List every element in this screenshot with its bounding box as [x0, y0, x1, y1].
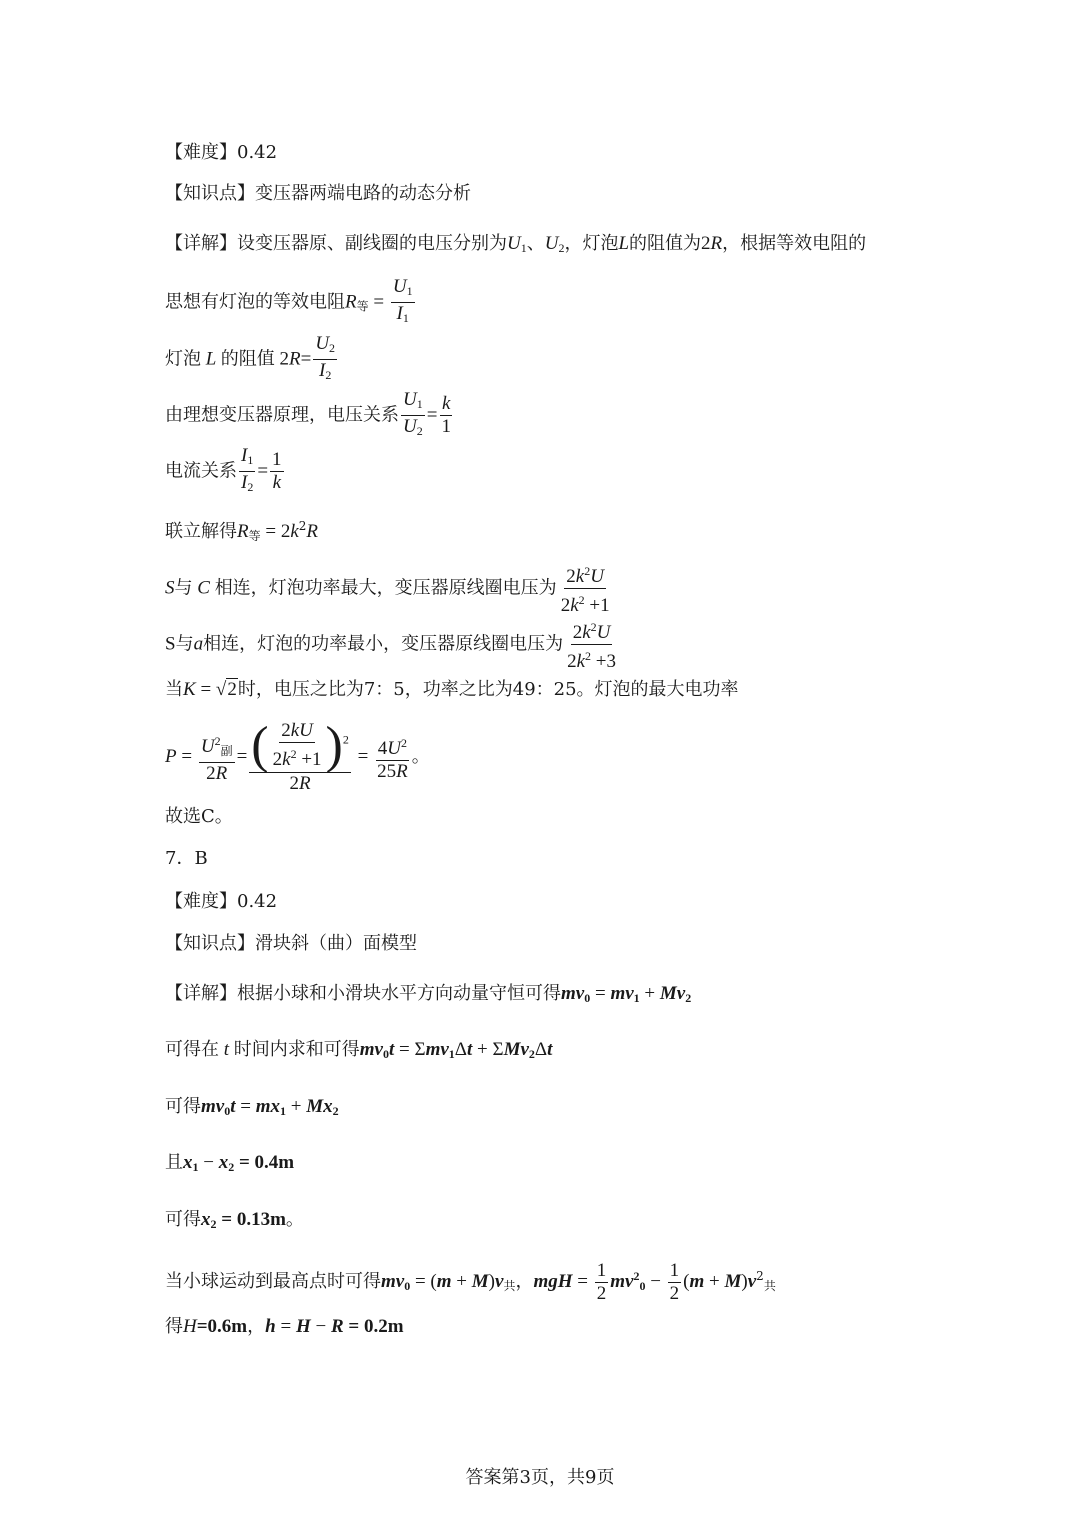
q6-detail-line-2: 思想有灯泡的等效电阻$R_等$ = $\frac{U_1}{I_1}$ — [165, 276, 413, 325]
q7-detail-line-4: 且$x_1 - x_2 = 0.4m$ — [165, 1152, 295, 1174]
q6-detail-line-6: 联立解得$R_等 = 2k^2R$ — [165, 519, 319, 543]
q7-difficulty: 【难度】0.42 — [165, 891, 278, 912]
q6-knowledge-point: 【知识点】变压器两端电路的动态分析 — [165, 183, 471, 204]
q7-detail-line-6: 当小球运动到最高点时可得$mv_0 = (m + M)v_共$，mgH = $\frac{1}{2}$ $mv^2_0$ − $\frac{1}{2}$ $(m + M)v^2_共$ — [165, 1259, 776, 1304]
q6-detail-line-8: S与a相连，灯泡的功率最小，变压器原线圈电压为 $\frac{2k^2U}{2k^2 +3}$ — [165, 616, 620, 673]
q6-difficulty: 【难度】0.42 — [165, 142, 278, 163]
q6-detail-line-5: 电流关系 $\frac{I_1}{I_2}$ = $\frac{1}{k}$ — [165, 445, 282, 494]
q6-detail-line-1: 【详解】设变压器原、副线圈的电压分别为$U_1$、$U_2$，灯泡L的阻值为2R，根据等效电阻的 — [165, 233, 867, 255]
q6-detail-line-4: 由理想变压器原理，电压关系 $\frac{U_1}{U_2}$ = $\frac{k}{1}$ — [165, 389, 451, 438]
q7-detail-line-7: 得H=0.6m，h = H − R = 0.2m — [165, 1316, 404, 1337]
q7-detail-line-2: 可得在 t 时间内求和可得$mv_0t = \Sigma mv_1\Delta t + \Sigma Mv_2\Delta t$ — [165, 1039, 553, 1061]
q6-detail-line-7: S与 C 相连，灯泡功率最大，变压器原线圈电压为 $\frac{2k^2U}{2k^2 +1}$ — [165, 560, 614, 617]
page-footer: 答案第3页，共9页 — [465, 1467, 615, 1488]
q7-detail-line-3: 可得$mv_0t = mx_1 + Mx_2$ — [165, 1096, 339, 1118]
q6-detail-line-3: 灯泡 L 的阻值 2R= $\frac{U_2}{I_2}$ — [165, 333, 336, 382]
q6-conclusion: 故选C。 — [165, 806, 233, 827]
q6-power-formula: P = $\frac{U^2_副}{2R}$ = ( $\frac{2kU}{2k^2 +1}$ ) $^2$ 2R = $\frac{4U^2}{25R}$ 。 — [165, 716, 430, 794]
q7-detail-line-1: 【详解】根据小球和小滑块水平方向动量守恒可得$mv_0 = mv_1 + Mv_2$ — [165, 983, 692, 1005]
q7-answer: 7．B — [165, 848, 208, 869]
q7-knowledge-point: 【知识点】滑块斜（曲）面模型 — [165, 933, 417, 954]
q7-detail-line-5: 可得$x_2 = 0.13m$。 — [165, 1209, 304, 1231]
q6-detail-line-9: 当K = √2时，电压之比为7：5，功率之比为49：25。灯泡的最大电功率 — [165, 679, 739, 700]
